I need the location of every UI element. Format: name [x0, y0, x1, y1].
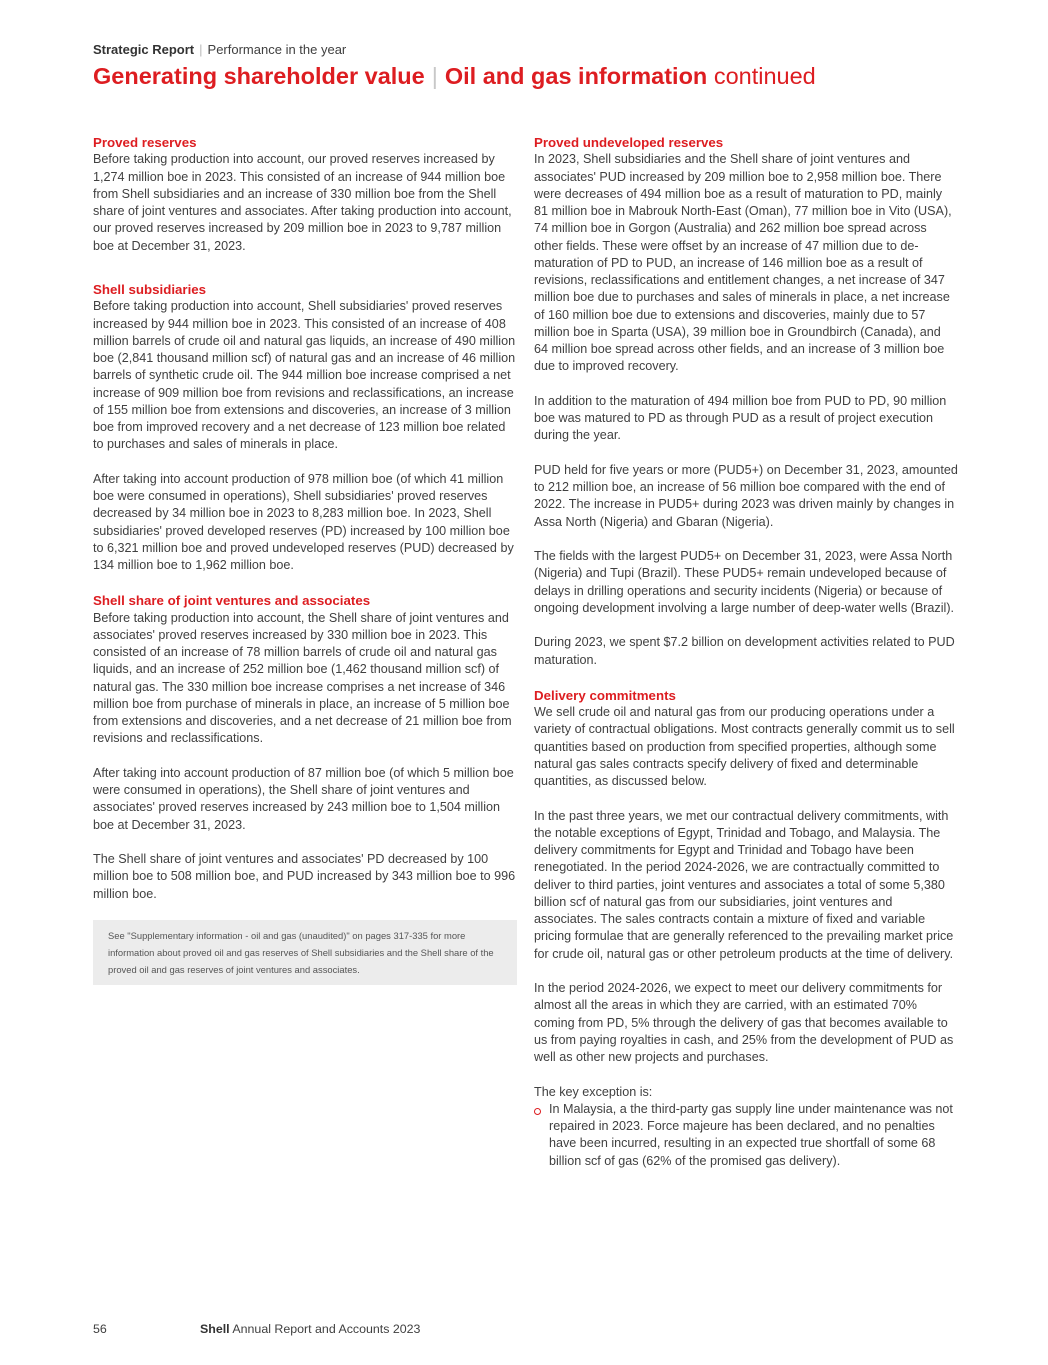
- proved-undeveloped-paragraph-1: In 2023, Shell subsidiaries and the Shell share of joint ventures and associates' PUD increased by 209 million boe to 2,958 million boe. There were decreases of 494 million boe as a result of maturation to PD, mainly 81 million boe in Mabrouk North-East (Oman), 77 million boe in Vito (USA), 74 million boe in Gorgon (Australia) and 262 million boe spread across other fields. These were offset by an increase of 47 million due to de-maturation of PD to PUD, an increase of 146 million boe as a result of revisions, reclassifications and entitlement changes, a net increase of 347 million boe due to purchases and sales of minerals in place, a net increase of 160 million boe due to extensions and discoveries, mainly due to 57 million boe in Sparta (USA), 39 million boe in Groundbirch (Canada), and 64 million boe spread across other fields, and an increase of 3 million boe due to improved recovery.: [534, 152, 952, 374]
- joint-ventures-paragraph-1: Before taking production into account, the Shell share of joint ventures and associates' proved reserves increased by 330 million boe in 2023. This consisted of an increase of 78 million barrels of crude oil and natural gas liquids, and an increase of 252 million boe (1,462 thousand million scf) of natural gas. The 330 million boe increase comprises a net increase of 346 million boe from purchase of minerals in place, an increase of 5 million boe from extensions and discoveries, and a net decrease of 21 million boe from revisions and reclassifications.: [93, 610, 512, 746]
- breadcrumb-separator: |: [199, 42, 203, 57]
- shell-subsidiaries-paragraph-1: Before taking production into account, Shell subsidiaries' proved reserves increased by 944 million boe in 2023. This consisted of an increase of 408 million barrels of crude oil and natural gas liquids, an increase of 490 million boe (2,841 thousand million scf) of natural gas and an increase of 46 million barrels of synthetic crude oil. The 944 million boe increase comprised a net increase of 909 million boe from revisions and reclassifications, an increase of 155 million boe from extensions and discoveries, an increase of 3 million boe from improved recovery and a net decrease of 123 million boe related to purchases and sales of minerals in place.: [93, 299, 516, 452]
- proved-undeveloped-paragraph-2: In addition to the maturation of 494 million boe from PUD to PD, 90 million boe was matured to PD as through PUD as a result of project execution during the year.: [534, 393, 947, 443]
- footer-report-title[interactable]: [200, 1322, 420, 1336]
- breadcrumb-subsection[interactable]: Performance in the year: [207, 42, 347, 57]
- proved-reserves-heading: Proved reserves: [93, 135, 197, 150]
- page-title-topic: Oil and gas information: [444, 63, 708, 89]
- page-number: 56: [93, 1322, 107, 1336]
- joint-ventures-heading: Shell share of joint ventures and associates: [93, 593, 371, 609]
- supplementary-info-note[interactable]: See "Supplementary information - oil and gas (unaudited)" on pages 317-335 for more information about proved oil and gas reserves of Shell subsidiaries and the Shell share of the proved oil and gas reserves of joint ventures and associates.: [93, 920, 517, 985]
- bullet-circle-icon: [534, 1108, 541, 1115]
- delivery-commitments-paragraph-1: We sell crude oil and natural gas from our producing operations under a variety of contractual obligations. Most contracts generally commit us to sell quantities based on production from specified properties, although some natural gas sales contracts specify delivery of fixed and determinable quantities, as discussed below.: [534, 705, 955, 788]
- title-separator: |: [431, 63, 438, 89]
- shell-subsidiaries-heading: Shell subsidiaries: [93, 282, 207, 297]
- footer-report-name: Annual Report and Accounts 2023: [232, 1322, 421, 1336]
- shell-subsidiaries-paragraph-2: After taking into account production of 978 million boe (of which 41 million boe were consumed in operations), Shell subsidiaries' proved reserves decreased by 34 million boe in 2023 to 8,283 million boe. In 2023, Shell subsidiaries' proved developed reserves (PD) increased by 100 million boe to 6,321 million boe and proved undeveloped reserves (PUD) decreased by 134 million boe to 1,962 million boe.: [93, 471, 514, 572]
- delivery-commitments-paragraph-4: The key exception is:: [534, 1084, 653, 1099]
- proved-undeveloped-paragraph-3: PUD held for five years or more (PUD5+) on December 31, 2023, amounted to 212 million boe, an increase of 56 million boe compared with the end of 2022. The increase in PUD5+ during 2023 was driven mainly by changes in Assa North (Nigeria) and Gbaran (Nigeria).: [534, 462, 958, 529]
- proved-undeveloped-paragraph-4: The fields with the largest PUD5+ on December 31, 2023, were Assa North (Nigeria) and Tupi (Brazil). These PUD5+ remain undeveloped because of delays in drilling operations and security incidents (Nigeria) or because of ongoing development involving a large number of deep-water wells (Brazil).: [534, 549, 955, 615]
- delivery-commitments-heading: Delivery commitments: [534, 687, 676, 703]
- right-column: [534, 134, 958, 1170]
- delivery-commitments-paragraph-2: In the past three years, we met our contractual delivery commitments, with the notable exceptions of Egypt, Trinidad and Tobago, and Malaysia. The delivery commitments for Egypt and Trinidad and Tobago have been renegotiated. In the period 2024-2026, we are contractually committed to deliver to third parties, joint ventures and associates a total of some 5,380 billion scf of natural gas from our subsidiaries, joint ventures and associates. The sales contracts contain a mixture of fixed and variable pricing formulae that are generally referenced to the prevailing market price for crude oil, natural gas or other petroleum products at the time of delivery.: [534, 808, 954, 961]
- page-title: [93, 63, 816, 90]
- malaysia-exception-text: In Malaysia, a the third-party gas supply line under maintenance was not repaired in 2023. Force majeure has been declared, and no penalties have been incurred, resulting in an expected true shortfall of some 68 billion scf of gas (62% of the promised gas delivery).: [549, 1101, 953, 1168]
- breadcrumb: [93, 42, 346, 57]
- footer-brand: Shell: [200, 1322, 230, 1336]
- list-item: [534, 1101, 958, 1170]
- joint-ventures-paragraph-2: After taking into account production of 87 million boe (of which 5 million boe were consumed in operations), the Shell share of joint ventures and associates' proved reserves increased by 243 million boe to 1,504 million boe at December 31, 2023.: [93, 765, 514, 832]
- proved-undeveloped-paragraph-5: During 2023, we spent $7.2 billion on development activities related to PUD maturation.: [534, 635, 955, 667]
- proved-undeveloped-heading: Proved undeveloped reserves: [534, 135, 724, 150]
- page-title-main: Generating shareholder value: [93, 63, 425, 89]
- proved-reserves-paragraph: Before taking production into account, our proved reserves increased by 1,274 million boe in 2023. This consisted of an increase of 944 million boe from Shell subsidiaries and an increase of 330 million boe from the Shell share of joint ventures and associates. After taking production into account, our proved reserves increased by 209 million boe in 2023 to 9,787 million boe at December 31, 2023.: [93, 152, 512, 253]
- joint-ventures-paragraph-3: The Shell share of joint ventures and associates' PD decreased by 100 million boe to 508 million boe, and PUD increased by 343 million boe to 996 million boe.: [93, 852, 516, 901]
- left-column: [93, 134, 517, 985]
- breadcrumb-section[interactable]: Strategic Report: [93, 42, 195, 57]
- delivery-commitments-paragraph-3: In the period 2024-2026, we expect to meet our delivery commitments for almost all the areas in which they are carried, with an estimated 70% coming from PD, 5% through the delivery of gas that becomes available to us from paying royalties in cash, and 25% from the development of PUD as well as other new projects and purchases.: [534, 981, 954, 1064]
- page-title-suffix: continued: [713, 63, 816, 89]
